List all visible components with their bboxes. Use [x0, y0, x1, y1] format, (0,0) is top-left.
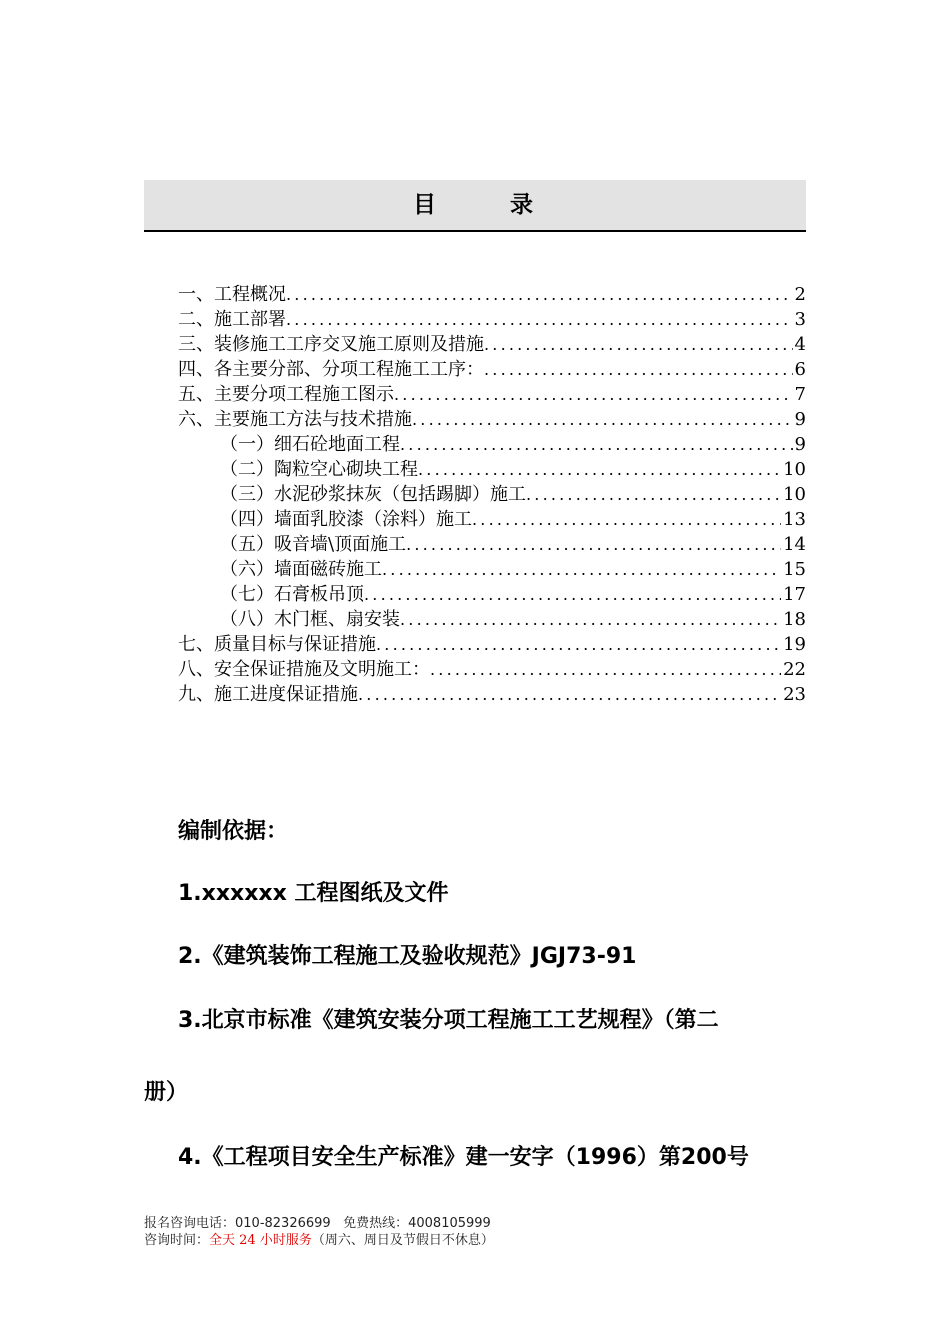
- toc-entry-label: （四）墙面乳胶漆（涂料）施工: [220, 509, 472, 530]
- toc-entry-label: （七）石膏板吊顶: [220, 584, 364, 605]
- toc-entry-page: 23: [783, 684, 806, 705]
- toc-entry-label: 九、施工进度保证措施: [178, 684, 358, 705]
- toc-entry: [178, 357, 806, 382]
- toc-entry-label: 五、主要分项工程施工图示: [178, 384, 394, 405]
- toc-entry-page: 6: [794, 359, 806, 380]
- toc-entry-page: 9: [794, 434, 806, 455]
- hours-label: 咨询时间：: [144, 1233, 210, 1248]
- toc-leader-dots: [484, 332, 793, 357]
- toc-entry-page: 14: [783, 534, 806, 555]
- basis-item-2: 2.《建筑装饰工程施工及验收规范》JGJ73-91: [178, 944, 637, 969]
- toc-entry-page: 15: [783, 559, 806, 580]
- toc-title-banner: [144, 180, 806, 232]
- hours-highlight: 全天 24 小时服务: [209, 1233, 312, 1248]
- toc-entry-page: 19: [783, 634, 806, 655]
- toc-title-char-2: 录: [510, 192, 537, 218]
- toc-entry: [178, 482, 806, 507]
- toc-entry: [178, 682, 806, 707]
- toc-entry-page: 18: [783, 609, 806, 630]
- footer-hours-row: [144, 1232, 494, 1249]
- toc-leader-dots: [418, 457, 781, 482]
- toc-entry-page: 9: [794, 409, 806, 430]
- phone-number: 010-82326699: [235, 1216, 331, 1231]
- toc-leader-dots: [286, 282, 793, 307]
- toc-leader-dots: [400, 432, 793, 457]
- toc-entry: [178, 607, 806, 632]
- toc-entry-page: 13: [783, 509, 806, 530]
- toc-leader-dots: [484, 357, 793, 382]
- toc-entry: [178, 457, 806, 482]
- phone-label: 报名咨询电话：: [144, 1216, 236, 1231]
- toc-entry-page: 22: [783, 659, 806, 680]
- toc-entry-label: 四、各主要分部、分项工程施工工序：: [178, 359, 484, 380]
- toc-entry-label: 六、主要施工方法与技术措施: [178, 409, 412, 430]
- toc-entry: [178, 332, 806, 357]
- toc-entry: [178, 557, 806, 582]
- toc-leader-dots: [406, 532, 781, 557]
- toc-leader-dots: [376, 632, 781, 657]
- toc-entry-page: 10: [783, 484, 806, 505]
- toc-entry: [178, 282, 806, 307]
- toc-leader-dots: [358, 682, 781, 707]
- toc-entry-label: 一、工程概况: [178, 284, 286, 305]
- toc-entry-page: 4: [794, 334, 806, 355]
- toc-entry-label: （八）木门框、扇安装: [220, 609, 400, 630]
- toc-entry: [178, 657, 806, 682]
- toc-entry-page: 7: [794, 384, 806, 405]
- basis-item-1: 1.xxxxxx 工程图纸及文件: [178, 881, 449, 906]
- basis-item-4: 4.《工程项目安全生产标准》建一安字（1996）第200号: [178, 1145, 749, 1170]
- page-footer: [144, 1215, 494, 1249]
- toc-leader-dots: [526, 482, 781, 507]
- basis-heading: 编制依据：: [178, 819, 289, 844]
- toc-leader-dots: [430, 657, 781, 682]
- toc-entry-label: （一）细石砼地面工程: [220, 434, 400, 455]
- toc-entry-label: （三）水泥砂浆抹灰（包括踢脚）施工: [220, 484, 526, 505]
- toc-leader-dots: [382, 557, 781, 582]
- toc-leader-dots: [394, 382, 793, 407]
- toc-entry: [178, 407, 806, 432]
- toc-entry-page: 17: [783, 584, 806, 605]
- toc-leader-dots: [400, 607, 781, 632]
- toc-entry-page: 2: [794, 284, 806, 305]
- toc-entry: [178, 632, 806, 657]
- toc-leader-dots: [412, 407, 793, 432]
- toc-leader-dots: [472, 507, 781, 532]
- toc-entry: [178, 532, 806, 557]
- toc-entry: [178, 507, 806, 532]
- toc-title: [144, 180, 806, 230]
- toc-entry-label: （六）墙面磁砖施工: [220, 559, 382, 580]
- toc-leader-dots: [286, 307, 793, 332]
- toc-entry-label: （二）陶粒空心砌块工程: [220, 459, 418, 480]
- toc-entry: [178, 307, 806, 332]
- toc-entry-page: 3: [794, 309, 806, 330]
- toc-entry-page: 10: [783, 459, 806, 480]
- toc-entry-label: 八、安全保证措施及文明施工：: [178, 659, 430, 680]
- toc-entry: [178, 582, 806, 607]
- toc-entry: [178, 432, 806, 457]
- toc-entry: [178, 382, 806, 407]
- basis-item-3: 3.北京市标准《建筑安装分项工程施工工艺规程》（第二: [178, 1008, 719, 1033]
- toc-entry-label: 二、施工部署: [178, 309, 286, 330]
- hotline-label: 免费热线：: [343, 1216, 409, 1231]
- toc-entry-label: 七、质量目标与保证措施: [178, 634, 376, 655]
- table-of-contents: [178, 282, 806, 707]
- hotline-number: 4008105999: [408, 1216, 491, 1231]
- hours-note: （周六、周日及节假日不休息）: [311, 1233, 494, 1248]
- basis-item-3-continued: 册）: [144, 1080, 189, 1105]
- toc-entry-label: 三、装修施工工序交叉施工原则及措施: [178, 334, 484, 355]
- toc-leader-dots: [364, 582, 781, 607]
- toc-entry-label: （五）吸音墙\顶面施工: [220, 534, 407, 555]
- footer-contact-row: [144, 1215, 494, 1232]
- toc-title-char-1: 目: [413, 192, 440, 218]
